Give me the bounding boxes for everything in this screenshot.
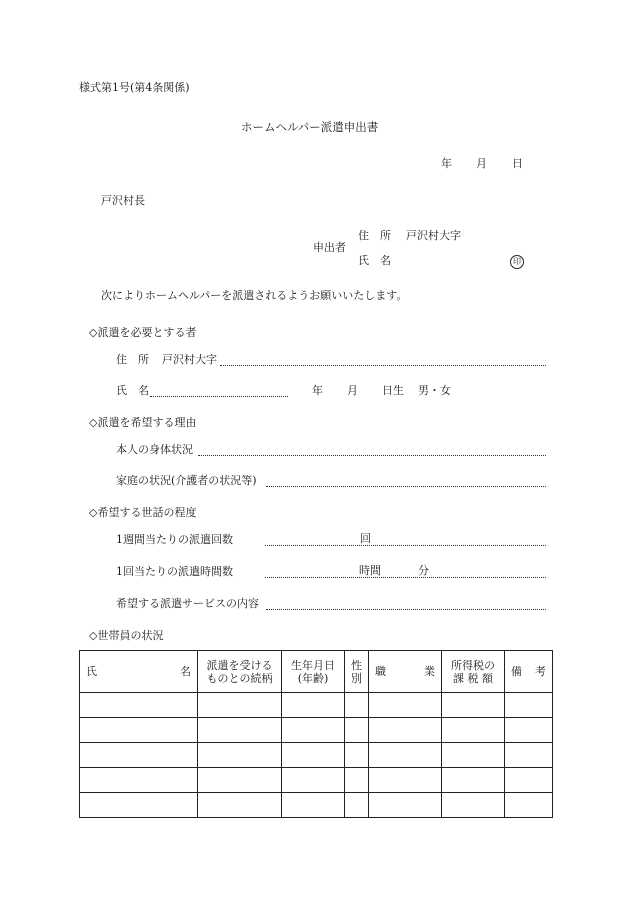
form-title: ホームヘルパー派遣申出書: [241, 120, 379, 134]
household-table-header: [80, 651, 553, 693]
cell-name[interactable]: [80, 793, 198, 818]
family-situation-line[interactable]: [266, 486, 546, 487]
visit-hours-label: 1回当たりの派遣時間数: [116, 565, 233, 578]
cell-sex[interactable]: [345, 693, 369, 718]
col-occupation-header: 職 業: [369, 651, 442, 693]
table-row: [80, 743, 553, 768]
service-content-line[interactable]: [266, 609, 546, 610]
cell-occupation[interactable]: [369, 793, 442, 818]
section-person-heading: ◇派遣を必要とする者: [89, 326, 197, 339]
cell-sex[interactable]: [345, 743, 369, 768]
cell-birthdate[interactable]: [282, 718, 345, 743]
household-table: [79, 650, 553, 818]
date-month-label: 月: [476, 157, 487, 170]
cell-birthdate[interactable]: [282, 743, 345, 768]
applicant-label: 申出者: [313, 241, 346, 254]
weekly-visits-line[interactable]: [265, 545, 546, 546]
seal-mark: 印: [510, 255, 524, 269]
date-year-label: 年: [441, 157, 452, 170]
applicant-address-label: 住 所: [358, 229, 391, 242]
cell-occupation[interactable]: [369, 693, 442, 718]
cell-income-tax[interactable]: [442, 768, 505, 793]
person-address-value: 戸沢村大字: [162, 353, 217, 366]
col-income-tax-header: 所得税の 課 税 額: [442, 651, 505, 693]
section-household-heading: ◇世帯員の状況: [89, 629, 164, 642]
cell-remarks[interactable]: [505, 743, 553, 768]
section-care-heading: ◇希望する世話の程度: [89, 506, 197, 519]
cell-name[interactable]: [80, 768, 198, 793]
cell-remarks[interactable]: [505, 768, 553, 793]
service-content-label: 希望する派遣サービスの内容: [116, 597, 259, 610]
col-birthdate-header: 生年月日 (年齢): [282, 651, 345, 693]
person-name-label: 氏 名: [116, 384, 149, 397]
visit-hours-unit: 時間: [359, 564, 381, 577]
table-row: [80, 768, 553, 793]
col-name-header: 氏 名: [80, 651, 198, 693]
applicant-address-value: 戸沢村大字: [406, 229, 461, 242]
person-birth-year-label: 年: [312, 384, 323, 397]
cell-income-tax[interactable]: [442, 793, 505, 818]
cell-remarks[interactable]: [505, 718, 553, 743]
visit-minutes-unit: 分: [418, 564, 429, 577]
cell-remarks[interactable]: [505, 793, 553, 818]
table-row: [80, 793, 553, 818]
cell-name[interactable]: [80, 718, 198, 743]
person-name-line[interactable]: [150, 396, 288, 397]
cell-sex[interactable]: [345, 793, 369, 818]
cell-relation[interactable]: [198, 768, 282, 793]
cell-occupation[interactable]: [369, 718, 442, 743]
person-address-label: 住 所: [116, 353, 149, 366]
cell-remarks[interactable]: [505, 693, 553, 718]
cell-name[interactable]: [80, 743, 198, 768]
cell-relation[interactable]: [198, 793, 282, 818]
cell-birthdate[interactable]: [282, 768, 345, 793]
person-birth-day-label: 日生: [382, 384, 404, 397]
cell-occupation[interactable]: [369, 743, 442, 768]
person-address-line[interactable]: [220, 365, 546, 366]
cell-income-tax[interactable]: [442, 743, 505, 768]
cell-sex[interactable]: [345, 718, 369, 743]
body-condition-label: 本人の身体状況: [116, 443, 193, 456]
cell-income-tax[interactable]: [442, 718, 505, 743]
cell-birthdate[interactable]: [282, 693, 345, 718]
cell-name[interactable]: [80, 693, 198, 718]
applicant-name-label: 氏 名: [358, 254, 391, 267]
table-row: [80, 693, 553, 718]
family-situation-label: 家庭の状況(介護者の状況等): [116, 474, 257, 487]
cell-relation[interactable]: [198, 743, 282, 768]
person-sex-options[interactable]: 男・女: [418, 384, 451, 397]
cell-relation[interactable]: [198, 693, 282, 718]
request-sentence: 次によりホームヘルパーを派遣されるようお願いいたします。: [101, 289, 408, 302]
visit-hours-line[interactable]: [265, 577, 546, 578]
col-remarks-header: 備 考: [505, 651, 553, 693]
section-reason-heading: ◇派遣を希望する理由: [89, 416, 197, 429]
person-birth-month-label: 月: [347, 384, 358, 397]
col-sex-header: 性 別: [345, 651, 369, 693]
cell-occupation[interactable]: [369, 768, 442, 793]
weekly-visits-label: 1週間当たりの派遣回数: [116, 533, 233, 546]
cell-income-tax[interactable]: [442, 693, 505, 718]
cell-sex[interactable]: [345, 768, 369, 793]
addressee: 戸沢村長: [101, 194, 145, 207]
date-day-label: 日: [512, 157, 523, 170]
col-relation-header: 派遣を受ける ものとの続柄: [198, 651, 282, 693]
cell-relation[interactable]: [198, 718, 282, 743]
table-row: [80, 718, 553, 743]
cell-birthdate[interactable]: [282, 793, 345, 818]
weekly-visits-unit: 回: [360, 532, 371, 545]
form-number: 様式第1号(第4条関係): [79, 81, 190, 94]
body-condition-line[interactable]: [198, 455, 546, 456]
